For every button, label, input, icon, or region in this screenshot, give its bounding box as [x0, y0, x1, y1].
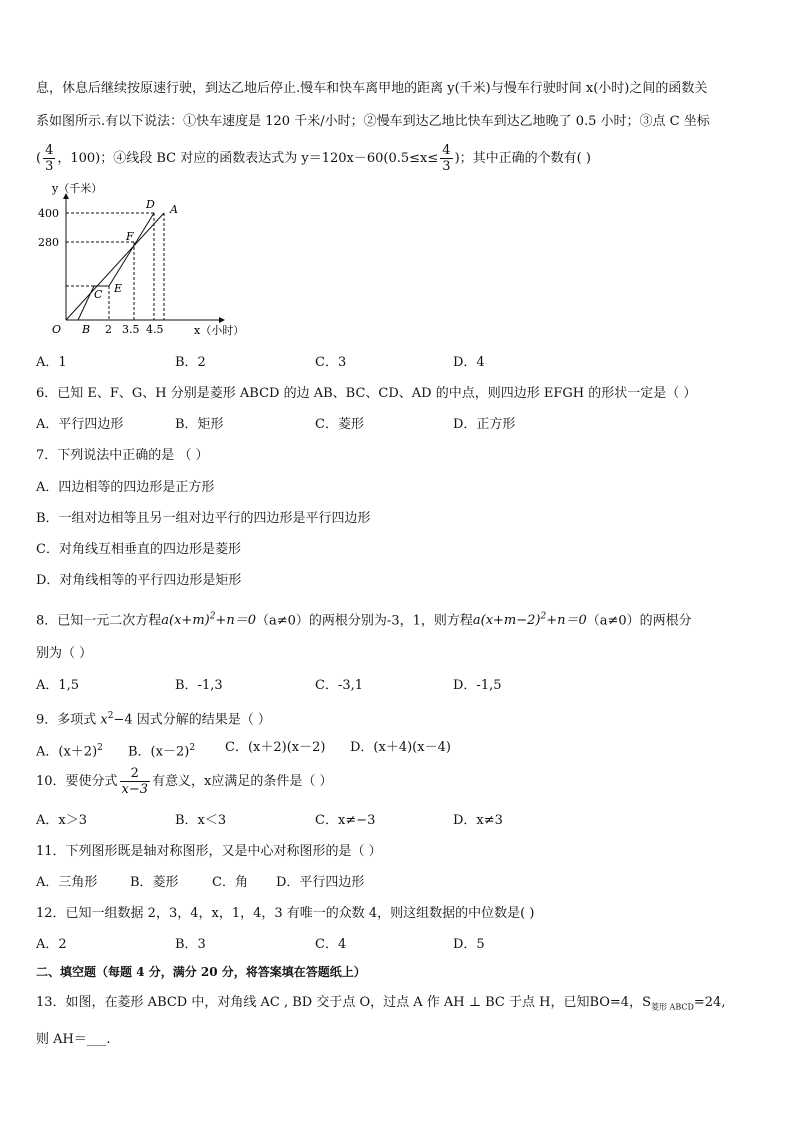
x-tick-b: B [82, 323, 91, 336]
q8-option-a[interactable]: A．1,5 [36, 678, 80, 693]
fast-car-segment-bc [78, 286, 94, 320]
q12-option-c[interactable]: C．4 [315, 937, 347, 952]
point-e: E [114, 282, 123, 295]
q10-option-a[interactable]: A．x＞3 [36, 813, 87, 828]
q8-option-d[interactable]: D．-1,5 [453, 678, 502, 693]
slow-car-line [66, 213, 164, 320]
q5-line3-c: )；其中正确的个数有( ) [454, 151, 591, 166]
q11-stem: 11．下列图形既是轴对称图形，又是中心对称图形的是（ ） [36, 844, 382, 859]
q10-fraction: $\frac{2}{x-3}$ [121, 766, 149, 797]
y-axis-label: y（千米） [52, 182, 103, 195]
q5-line-1: 息，休息后继续按原速行驶，到达乙地后停止.慢车和快车离甲地的距离 y(千米)与慢车行驶时间 x(小时)之间的函数关 [36, 81, 708, 96]
q8-equation-1: $a(x+m)^2+n=0$ [161, 612, 257, 629]
point-c: C [94, 288, 103, 301]
fast-car-segment-ed [109, 213, 154, 286]
q13-line-1: 13．如图，在菱形 ABCD 中，对角线 AC , BD 交于点 O，过点 A 作 AH ⊥ BC 于点 H，已知BO=4，$S_{菱形 ABCD}=24$, [36, 995, 726, 1012]
distance-time-graph [34, 180, 264, 340]
q12-option-d[interactable]: D．5 [453, 937, 485, 952]
q8-equation-2: $a(x+m-2)^2+n=0$ [472, 612, 587, 629]
q10-option-d[interactable]: D．x≠3 [453, 813, 503, 828]
q5-option-c[interactable]: C．3 [315, 355, 347, 370]
q7-option-b[interactable]: B．一组对边相等且另一组对边平行的四边形是平行四边形 [36, 511, 371, 526]
q6-option-b[interactable]: B．矩形 [175, 417, 224, 432]
q13-line-2: 则 AH＝___. [36, 1032, 111, 1047]
q8-option-c[interactable]: C．-3,1 [315, 678, 364, 693]
q5-option-b[interactable]: B．2 [175, 355, 206, 370]
q12-option-a[interactable]: A．2 [36, 937, 67, 952]
q7-option-d[interactable]: D．对角线相等的平行四边形是矩形 [36, 573, 242, 588]
q9-option-b[interactable]: B．$(x-2)^2$ [128, 743, 196, 760]
q9-option-a[interactable]: A．$(x+2)^2$ [36, 743, 103, 760]
q10-option-c[interactable]: C．x≠−3 [315, 813, 376, 828]
x-axis-label: x（小时） [194, 324, 245, 337]
x-tick-3-5: 3.5 [122, 323, 140, 336]
q5-line3-a: ( [36, 151, 42, 166]
q5-option-d[interactable]: D．4 [453, 355, 485, 370]
q6-option-a[interactable]: A．平行四边形 [36, 417, 124, 432]
q11-option-a[interactable]: A．三角形 [36, 875, 98, 890]
q5-option-a[interactable]: A．1 [36, 355, 67, 370]
q7-option-c[interactable]: C．对角线互相垂直的四边形是菱形 [36, 542, 241, 557]
q11-option-c[interactable]: C．角 [212, 875, 248, 890]
q7-option-a[interactable]: A．四边相等的四边形是正方形 [36, 480, 215, 495]
q12-stem: 12．已知一组数据 2，3，4，x，1，4，3 有唯一的众数 4，则这组数据的中位数是( ) [36, 906, 535, 921]
q6-stem: 6．已知 E、F、G、H 分别是菱形 ABCD 的边 AB、BC、CD、AD 的中点，则四边形 EFGH 的形状一定是（ ） [36, 386, 697, 401]
q8-option-b[interactable]: B．-1,3 [175, 678, 223, 693]
q12-option-b[interactable]: B．3 [175, 937, 206, 952]
q5-fraction-1: $\frac{4}{3}$ [45, 143, 54, 174]
q9-option-d[interactable]: D．(x＋4)(x－4) [350, 740, 451, 755]
q6-option-c[interactable]: C．菱形 [315, 417, 364, 432]
x-tick-o: O [52, 323, 62, 336]
point-f: F [126, 230, 134, 243]
q10-option-b[interactable]: B．x＜3 [175, 813, 227, 828]
section-2-heading: 二、填空题（每题 4 分，满分 20 分，将答案填在答题纸上） [36, 965, 366, 979]
q5-fraction-2: $\frac{4}{3}$ [442, 143, 451, 174]
q5-line-3 [36, 143, 591, 174]
q7-stem: 7．下列说法中正确的是 （ ） [36, 448, 209, 463]
q11-option-d[interactable]: D．平行四边形 [276, 875, 365, 890]
q9-option-c[interactable]: C．(x＋2)(x－2) [225, 740, 326, 755]
y-tick-400: 400 [38, 207, 59, 220]
q6-option-d[interactable]: D．正方形 [453, 417, 516, 432]
x-tick-2: 2 [105, 323, 112, 336]
q11-option-b[interactable]: B．菱形 [130, 875, 179, 890]
q8-stem-line-2: 别为（ ） [36, 646, 93, 661]
point-d: D [146, 198, 155, 211]
q9-stem: 9．多项式 $x^2-4$ 因式分解的结果是（ ） [36, 711, 271, 728]
point-a: A [170, 203, 178, 216]
q8-stem: 8．已知一元二次方程$a(x+m)^2+n=0(a\ne 0)$的两根分别为-3，1，则方程$a(x+m-2)^2+n=0(a\ne 0)$的两根分 [36, 612, 692, 629]
x-tick-4-5: 4.5 [146, 323, 164, 336]
y-tick-280: 280 [38, 236, 59, 249]
q10-stem: 10．要使分式 $\frac{2}{x-3}$ 有意义，x应满足的条件是（ ） [36, 766, 333, 797]
q5-line-2: 系如图所示.有以下说法：①快车速度是 120 千米/小时；②慢车到达乙地比快车到达乙地晚了 0.5 小时；③点 C 坐标 [36, 114, 710, 129]
q5-line3-b: ，100)；④线段 BC 对应的函数表达式为 y＝120x－60(0.5≤x≤ [57, 151, 439, 166]
